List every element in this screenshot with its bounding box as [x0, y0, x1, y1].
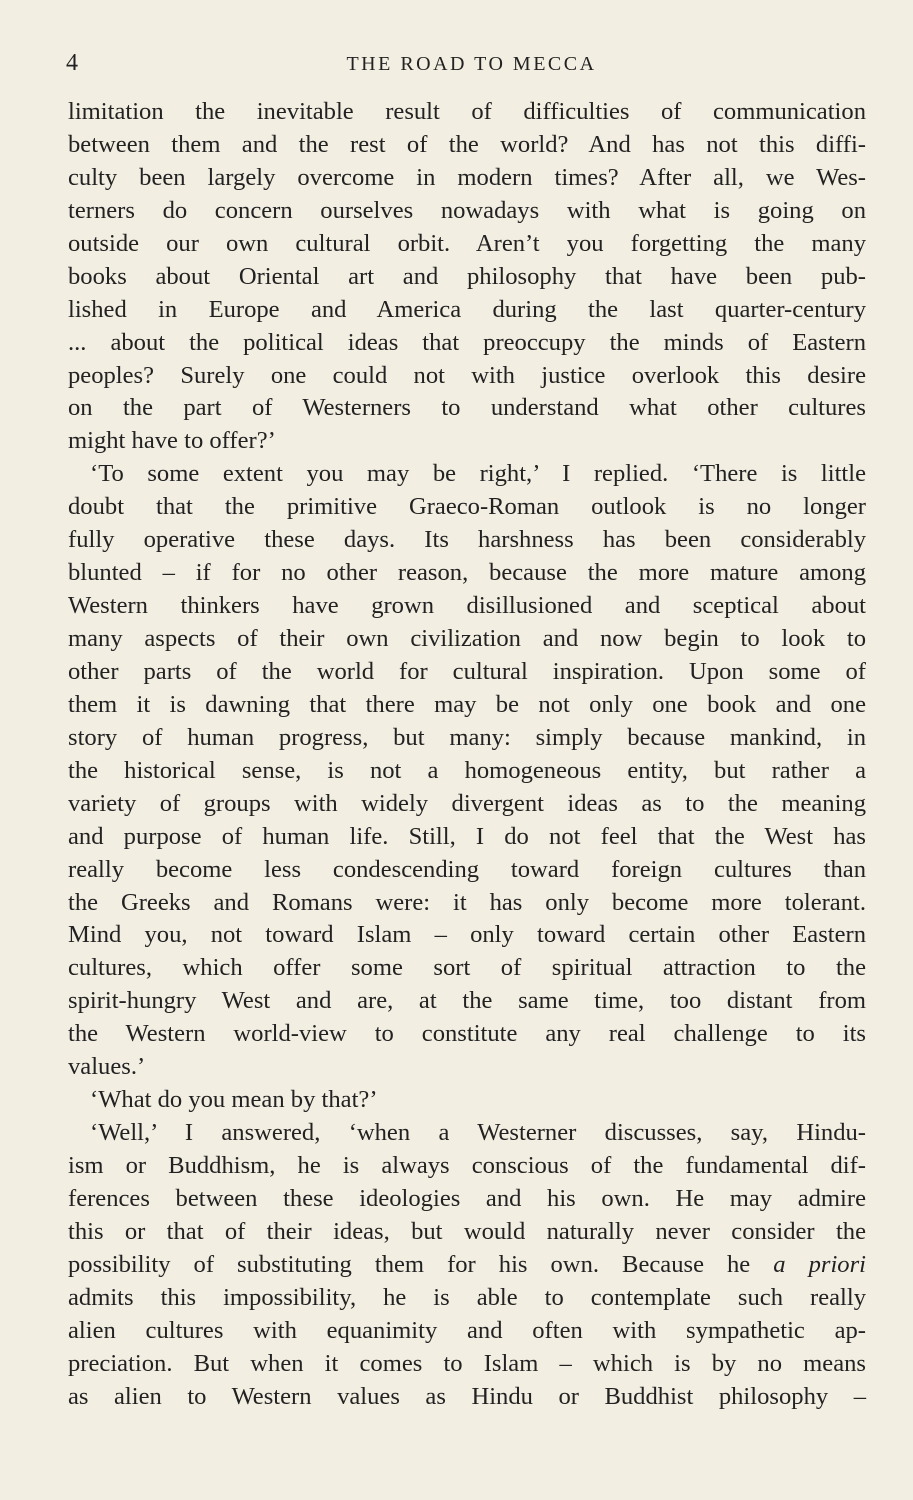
text-line-content: story of human progress, but many: simply because mankind, in — [68, 723, 866, 751]
text-line — [68, 557, 866, 590]
text-line-content: this or that of their ideas, but would naturally never consider the — [68, 1217, 866, 1245]
text-line-content: other parts of the world for cultural inspiration. Upon some of — [68, 657, 866, 685]
text-line — [68, 985, 866, 1018]
text-line-content: Mind you, not toward Islam – only toward certain other Eastern — [68, 921, 866, 949]
text-line-content: ‘What do you mean by that?’ — [90, 1086, 378, 1114]
text-line-content: outside our own cultural orbit. Aren’t you forgetting the many — [68, 229, 866, 257]
text-line — [68, 360, 866, 393]
text-line-content: the historical sense, is not a homogeneous entity, but rather a — [68, 756, 866, 784]
text-line — [68, 1249, 866, 1282]
text-line — [68, 491, 866, 524]
text-line — [68, 1018, 866, 1051]
text-line — [68, 458, 866, 491]
text-line-content: them it is dawning that there may be not only one book and one — [68, 690, 866, 718]
text-line — [68, 689, 866, 722]
text-line — [68, 228, 866, 261]
text-line-content: might have to offer?’ — [68, 427, 276, 455]
text-line — [68, 392, 866, 425]
text-line-content: ... about the political ideas that preoccupy the minds of Eastern — [68, 328, 866, 356]
text-line — [68, 623, 866, 656]
text-line-content: cultures, which offer some sort of spiritual attraction to the — [68, 954, 866, 982]
text-line — [68, 1051, 866, 1084]
text-line-content: culty been largely overcome in modern times? After all, we Wes- — [68, 163, 866, 191]
text-line — [68, 656, 866, 689]
page-number: 4 — [66, 50, 78, 76]
text-line-content: alien cultures with equanimity and often with sympathetic ap- — [68, 1316, 866, 1344]
text-line — [68, 1117, 866, 1150]
text-line — [68, 1348, 866, 1381]
text-line-content: admits this impossibility, he is able to contemplate such really — [68, 1283, 866, 1311]
text-line — [68, 162, 866, 195]
italic-phrase: a priori — [773, 1250, 866, 1278]
text-line-content: on the part of Westerners to understand what other cultures — [68, 394, 866, 422]
text-line-content: the Greeks and Romans were: it has only become more tolerant. — [68, 888, 866, 916]
text-line — [68, 1282, 866, 1315]
text-line — [68, 1183, 866, 1216]
text-line-content: books about Oriental art and philosophy that have been pub- — [68, 262, 866, 290]
text-line — [68, 788, 866, 821]
text-line — [68, 1150, 866, 1183]
text-line — [68, 294, 866, 327]
text-line-content: between them and the rest of the world? And has not this diffi- — [68, 130, 866, 158]
text-line-content: doubt that the primitive Graeco-Roman outlook is no longer — [68, 493, 866, 521]
text-line-content: ferences between these ideologies and his own. He may admire — [68, 1184, 866, 1212]
text-line-content: ism or Buddhism, he is always conscious of the fundamental dif- — [68, 1152, 866, 1179]
text-line — [68, 96, 866, 129]
text-line-content: ‘To some extent you may be right,’ I replied. ‘There is little — [90, 460, 866, 488]
text-line — [68, 1315, 866, 1348]
text-line-content: really become less condescending toward foreign cultures than — [68, 855, 866, 883]
text-line — [68, 590, 866, 623]
text-line — [68, 722, 866, 755]
text-line — [68, 821, 866, 854]
text-line — [68, 1381, 866, 1414]
text-line-content: lished in Europe and America during the last quarter-century — [68, 295, 866, 323]
text-line-content: spirit-hungry West and are, at the same time, too distant from — [68, 987, 866, 1015]
text-line — [68, 425, 866, 458]
text-line-content: Western thinkers have grown disillusioned and sceptical about — [68, 592, 866, 620]
text-line-content: fully operative these days. Its harshness has been considerably — [68, 526, 866, 554]
text-line-content: variety of groups with widely divergent ideas as to the meaning — [68, 789, 866, 817]
text-line-content: and purpose of human life. Still, I do not feel that the West has — [68, 822, 866, 850]
running-title: THE ROAD TO MECCA — [346, 53, 597, 75]
body-text — [68, 96, 866, 1414]
text-line — [68, 524, 866, 557]
text-line-content: terners do concern ourselves nowadays with what is going on — [68, 196, 866, 224]
text-line-content: limitation the inevitable result of difficulties of communication — [68, 98, 866, 125]
text-line — [68, 854, 866, 887]
text-line — [68, 887, 866, 920]
text-line — [68, 195, 866, 228]
text-line-content: possibility of substituting them for his own. Because he — [68, 1250, 774, 1278]
text-line-content: peoples? Surely one could not with justice overlook this desire — [68, 361, 866, 389]
text-line — [68, 919, 866, 952]
text-line-content: blunted – if for no other reason, because the more mature among — [68, 559, 866, 587]
text-line — [68, 327, 866, 360]
text-line — [68, 1216, 866, 1249]
text-line-content: as alien to Western values as Hindu or Buddhist philosophy – — [68, 1382, 866, 1410]
text-line — [68, 952, 866, 985]
text-line-content: values.’ — [68, 1053, 146, 1081]
text-line-content: preciation. But when it comes to Islam – which is by no means — [68, 1349, 866, 1377]
text-line-content: many aspects of their own civilization and now begin to look to — [68, 625, 866, 652]
text-line — [68, 129, 866, 162]
text-line — [68, 1084, 866, 1117]
text-line — [68, 755, 866, 788]
text-line — [68, 261, 866, 294]
text-line-content: the Western world-view to constitute any real challenge to its — [68, 1020, 866, 1048]
text-line-content: ‘Well,’ I answered, ‘when a Westerner discusses, say, Hindu- — [90, 1119, 866, 1147]
